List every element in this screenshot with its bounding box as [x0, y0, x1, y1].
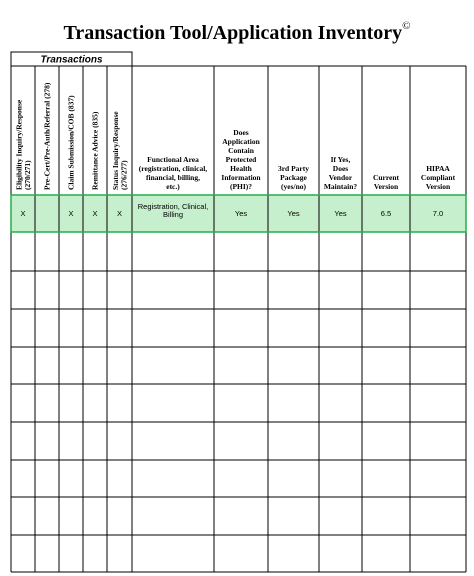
group-header-transactions: Transactions [40, 54, 103, 66]
column-header-9-line: Vendor [328, 173, 353, 182]
column-header-5-line: Status Inquiry/Response [110, 111, 120, 190]
column-header-11-line: HIPAA [426, 164, 450, 173]
column-header-11-line: Version [425, 182, 451, 191]
column-header-1-line: Eligibility Inquiry/Response [14, 99, 24, 190]
column-header-8-line: Package [280, 173, 307, 182]
column-header-11-line: Compliant [420, 173, 456, 182]
column-header-7-line: Information [221, 173, 261, 182]
table-cell: Billing [162, 210, 184, 219]
column-header-8-line: (yes/no) [281, 182, 306, 191]
table-cell: Yes [334, 209, 347, 218]
copyright-mark: © [402, 20, 411, 33]
column-header-4-line: Remittance Advice (835) [90, 111, 100, 190]
column-header-6-line: Functional Area [147, 155, 199, 164]
table-cell: Yes [287, 209, 300, 218]
column-header-10-line: Current [372, 173, 400, 182]
column-header-7-line: Health [230, 164, 252, 173]
column-header-7-line: Protected [225, 155, 257, 164]
column-header-9-line: Maintain? [323, 182, 358, 191]
table-cell: X [20, 209, 26, 218]
column-header-9-line: Does [332, 164, 349, 173]
column-header-5-line: (276/277) [119, 160, 129, 190]
column-header-6-line: etc.) [166, 182, 180, 191]
table-cell: X [116, 209, 123, 218]
table-cell: X [68, 209, 74, 218]
table-cell: 6.5 [380, 209, 392, 218]
table-cell: X [92, 209, 98, 218]
table-cell: Registration, Clinical, [137, 202, 209, 211]
table-cell: Yes [234, 209, 248, 218]
column-header-2-line: Pre-Cert/Pre-Auth/Referral (278) [42, 82, 52, 190]
column-header-6-line: (registration, clinical, [138, 164, 208, 173]
column-header-8-line: 3rd Party [277, 164, 310, 173]
column-header-7-line: Does [233, 128, 249, 137]
column-header-3-line: Claim Submission/COB (837) [66, 95, 76, 190]
table-cell: 7.0 [432, 209, 444, 218]
column-header-6-line: financial, billing, [146, 173, 200, 182]
column-header-9-line: If Yes, [330, 155, 351, 164]
column-header-1-line: (270/271) [22, 160, 32, 190]
column-header-7-line: Application [222, 137, 260, 146]
title-text: Transaction Tool/Application Inventory [63, 22, 403, 44]
column-header-10-line: Version [373, 182, 399, 191]
column-header-7-line: (PHI)? [229, 182, 253, 191]
column-header-7-line: Contain [228, 146, 254, 155]
